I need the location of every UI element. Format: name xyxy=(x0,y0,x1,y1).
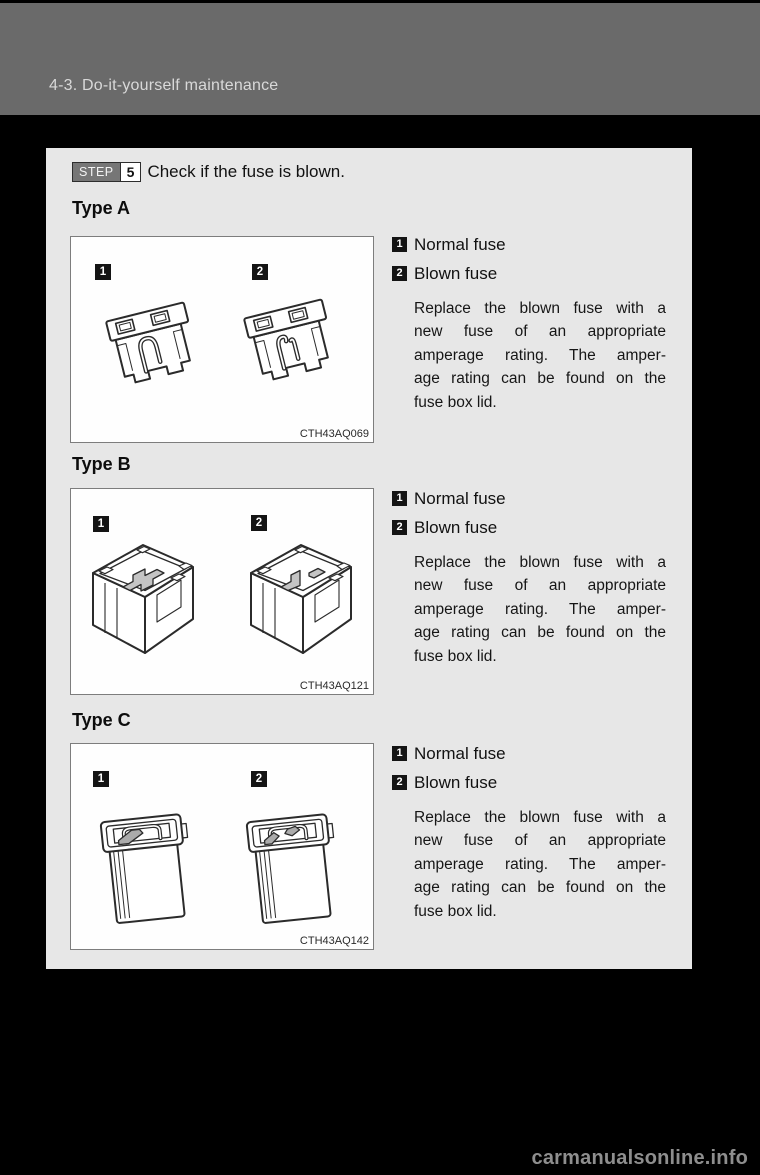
instruction-line: new fuse of an appropriate xyxy=(414,577,666,595)
callout-2-badge: 2 xyxy=(392,520,407,535)
callout-1-badge: 1 xyxy=(392,746,407,761)
instruction-line: Replace the blown fuse with a xyxy=(414,554,666,571)
normal-jcase-fuse-illustration xyxy=(95,798,195,928)
callout-1-label: Normal fuse xyxy=(414,489,506,508)
step-row xyxy=(72,162,345,182)
blown-blade-fuse-illustration xyxy=(241,290,341,395)
figure-callout-2-badge: 2 xyxy=(252,264,268,280)
callout-normal-fuse xyxy=(392,489,666,509)
step-badge-label: STEP xyxy=(73,163,121,181)
instruction-line: amperage rating. The amper- xyxy=(414,855,666,873)
instruction-line: age rating can be found on the xyxy=(414,624,666,642)
callout-blown-fuse xyxy=(392,773,666,793)
watermark-link[interactable]: carmanualsonline.info xyxy=(531,1147,748,1169)
instruction-line: fuse box lid. xyxy=(414,902,497,920)
content-panel xyxy=(46,148,692,969)
instruction-line: Replace the blown fuse with a xyxy=(414,809,666,826)
figure-callout-1-badge: 1 xyxy=(95,264,111,280)
section-heading-type-c: Type C xyxy=(72,710,131,730)
replacement-instructions xyxy=(414,297,666,414)
figure-code-type-a: CTH43AQ069 xyxy=(299,428,369,440)
step-badge xyxy=(72,162,141,182)
instruction-line: Replace the blown fuse with a xyxy=(414,300,666,317)
callout-normal-fuse xyxy=(392,744,666,764)
figure-type-b xyxy=(70,488,374,695)
callout-blown-fuse xyxy=(392,264,666,284)
figure-type-a xyxy=(70,236,374,443)
section-heading-type-a: Type A xyxy=(72,198,131,218)
figure-callout-1-badge: 1 xyxy=(93,771,109,787)
breadcrumb: 4-3. Do-it-yourself maintenance xyxy=(49,77,279,94)
callout-column-type-c xyxy=(392,744,666,923)
callout-normal-fuse xyxy=(392,235,666,255)
normal-cartridge-fuse-illustration xyxy=(85,521,200,661)
normal-blade-fuse-illustration xyxy=(103,293,203,398)
replacement-instructions xyxy=(414,551,666,668)
callout-2-label: Blown fuse xyxy=(414,773,498,792)
callout-1-badge: 1 xyxy=(392,237,407,252)
instruction-line: new fuse of an appropriate xyxy=(414,323,666,341)
step-number: 5 xyxy=(121,163,141,181)
blown-jcase-fuse-illustration xyxy=(241,798,341,928)
blown-cartridge-fuse-illustration xyxy=(243,521,358,661)
step-title: Check if the fuse is blown. xyxy=(147,162,345,181)
callout-column-type-a xyxy=(392,235,666,414)
callout-column-type-b xyxy=(392,489,666,668)
callout-2-label: Blown fuse xyxy=(414,518,498,537)
callout-2-label: Blown fuse xyxy=(414,264,498,283)
figure-code-type-b: CTH43AQ121 xyxy=(299,680,369,692)
page-header xyxy=(0,3,760,115)
figure-callout-2-badge: 2 xyxy=(251,771,267,787)
instruction-line: age rating can be found on the xyxy=(414,879,666,897)
instruction-line: amperage rating. The amper- xyxy=(414,346,666,364)
callout-2-badge: 2 xyxy=(392,775,407,790)
instruction-line: fuse box lid. xyxy=(414,647,497,665)
replacement-instructions xyxy=(414,806,666,923)
figure-callout-2-badge: 2 xyxy=(251,515,267,531)
callout-1-label: Normal fuse xyxy=(414,744,506,763)
callout-2-badge: 2 xyxy=(392,266,407,281)
callout-blown-fuse xyxy=(392,518,666,538)
figure-code-type-c: CTH43AQ142 xyxy=(299,935,369,947)
section-heading-type-b: Type B xyxy=(72,454,131,474)
instruction-line: fuse box lid. xyxy=(414,393,497,411)
instruction-line: amperage rating. The amper- xyxy=(414,600,666,618)
figure-type-c xyxy=(70,743,374,950)
instruction-line: age rating can be found on the xyxy=(414,370,666,388)
callout-1-badge: 1 xyxy=(392,491,407,506)
callout-1-label: Normal fuse xyxy=(414,235,506,254)
figure-callout-1-badge: 1 xyxy=(93,516,109,532)
instruction-line: new fuse of an appropriate xyxy=(414,832,666,850)
